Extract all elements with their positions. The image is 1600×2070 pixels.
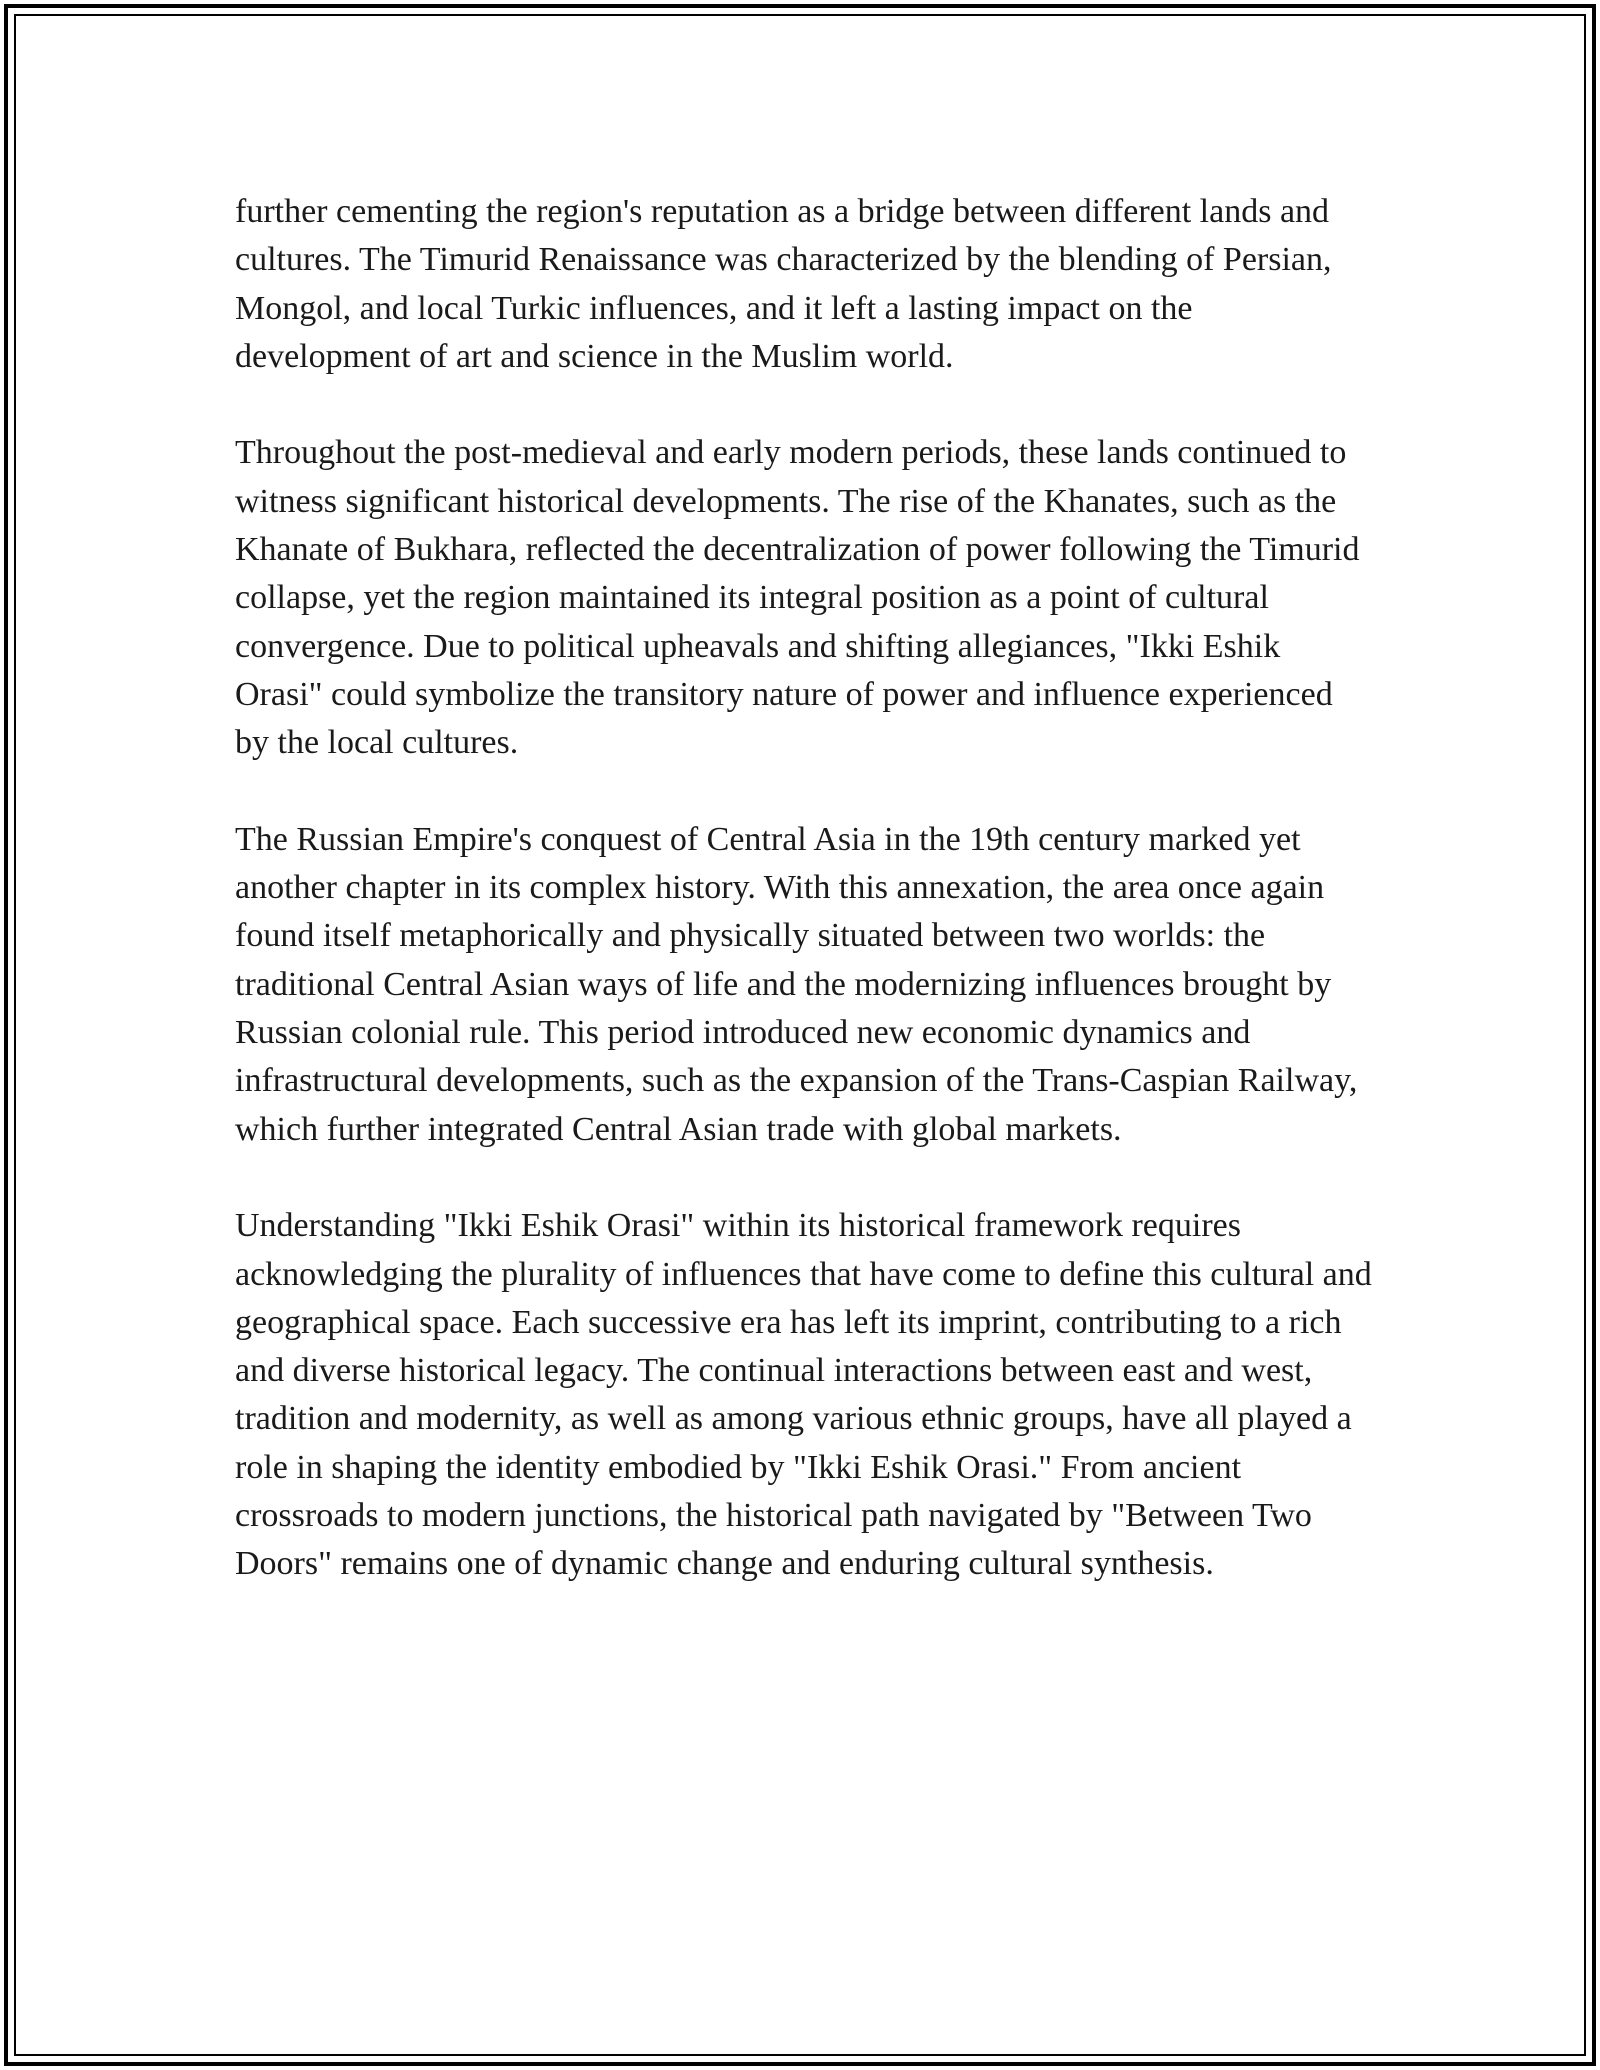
document-body <box>235 188 1375 1637</box>
paragraph-1: further cementing the region's reputation as a bridge between different lands and cultures. The Timurid Renaissance was characterized by the blending of Persian, Mongol, and local Turkic influences, and it left a lasting impact on the development of art and science in the Muslim world. <box>235 193 1332 375</box>
paragraph-4: Understanding "Ikki Eshik Orasi" within its historical framework requires acknowledging the plurality of influences that have come to define this cultural and geographical space. Each successive era has left its imprint, contributing to a rich and diverse historical legacy. The continual interactions between east and west, tradition and modernity, as well as among various ethnic groups, have all played a role in shaping the identity embodied by "Ikki Eshik Orasi." From ancient crossroads to modern junctions, the historical path navigated by "Between Two Doors" remains one of dynamic change and enduring cultural synthesis. <box>235 1207 1372 1583</box>
paragraph-3: The Russian Empire's conquest of Central Asia in the 19th century marked yet another chapter in its complex history. With this annexation, the area once again found itself metaphorically and physically situated between two worlds: the traditional Central Asian ways of life and the modernizing influences brought by Russian colonial rule. This period introduced new economic dynamics and infrastructural developments, such as the expansion of the Trans-Caspian Railway, which further integrated Central Asian trade with global markets. <box>235 820 1358 1148</box>
paragraph-2: Throughout the post-medieval and early modern periods, these lands continued to witness significant historical developments. The rise of the Khanates, such as the Khanate of Bukhara, reflected the decentralization of power following the Timurid collapse, yet the region maintained its integral position as a point of cultural convergence. Due to political upheavals and shifting allegiances, "Ikki Eshik Orasi" could symbolize the transitory nature of power and influence experienced by the local cultures. <box>235 434 1360 762</box>
